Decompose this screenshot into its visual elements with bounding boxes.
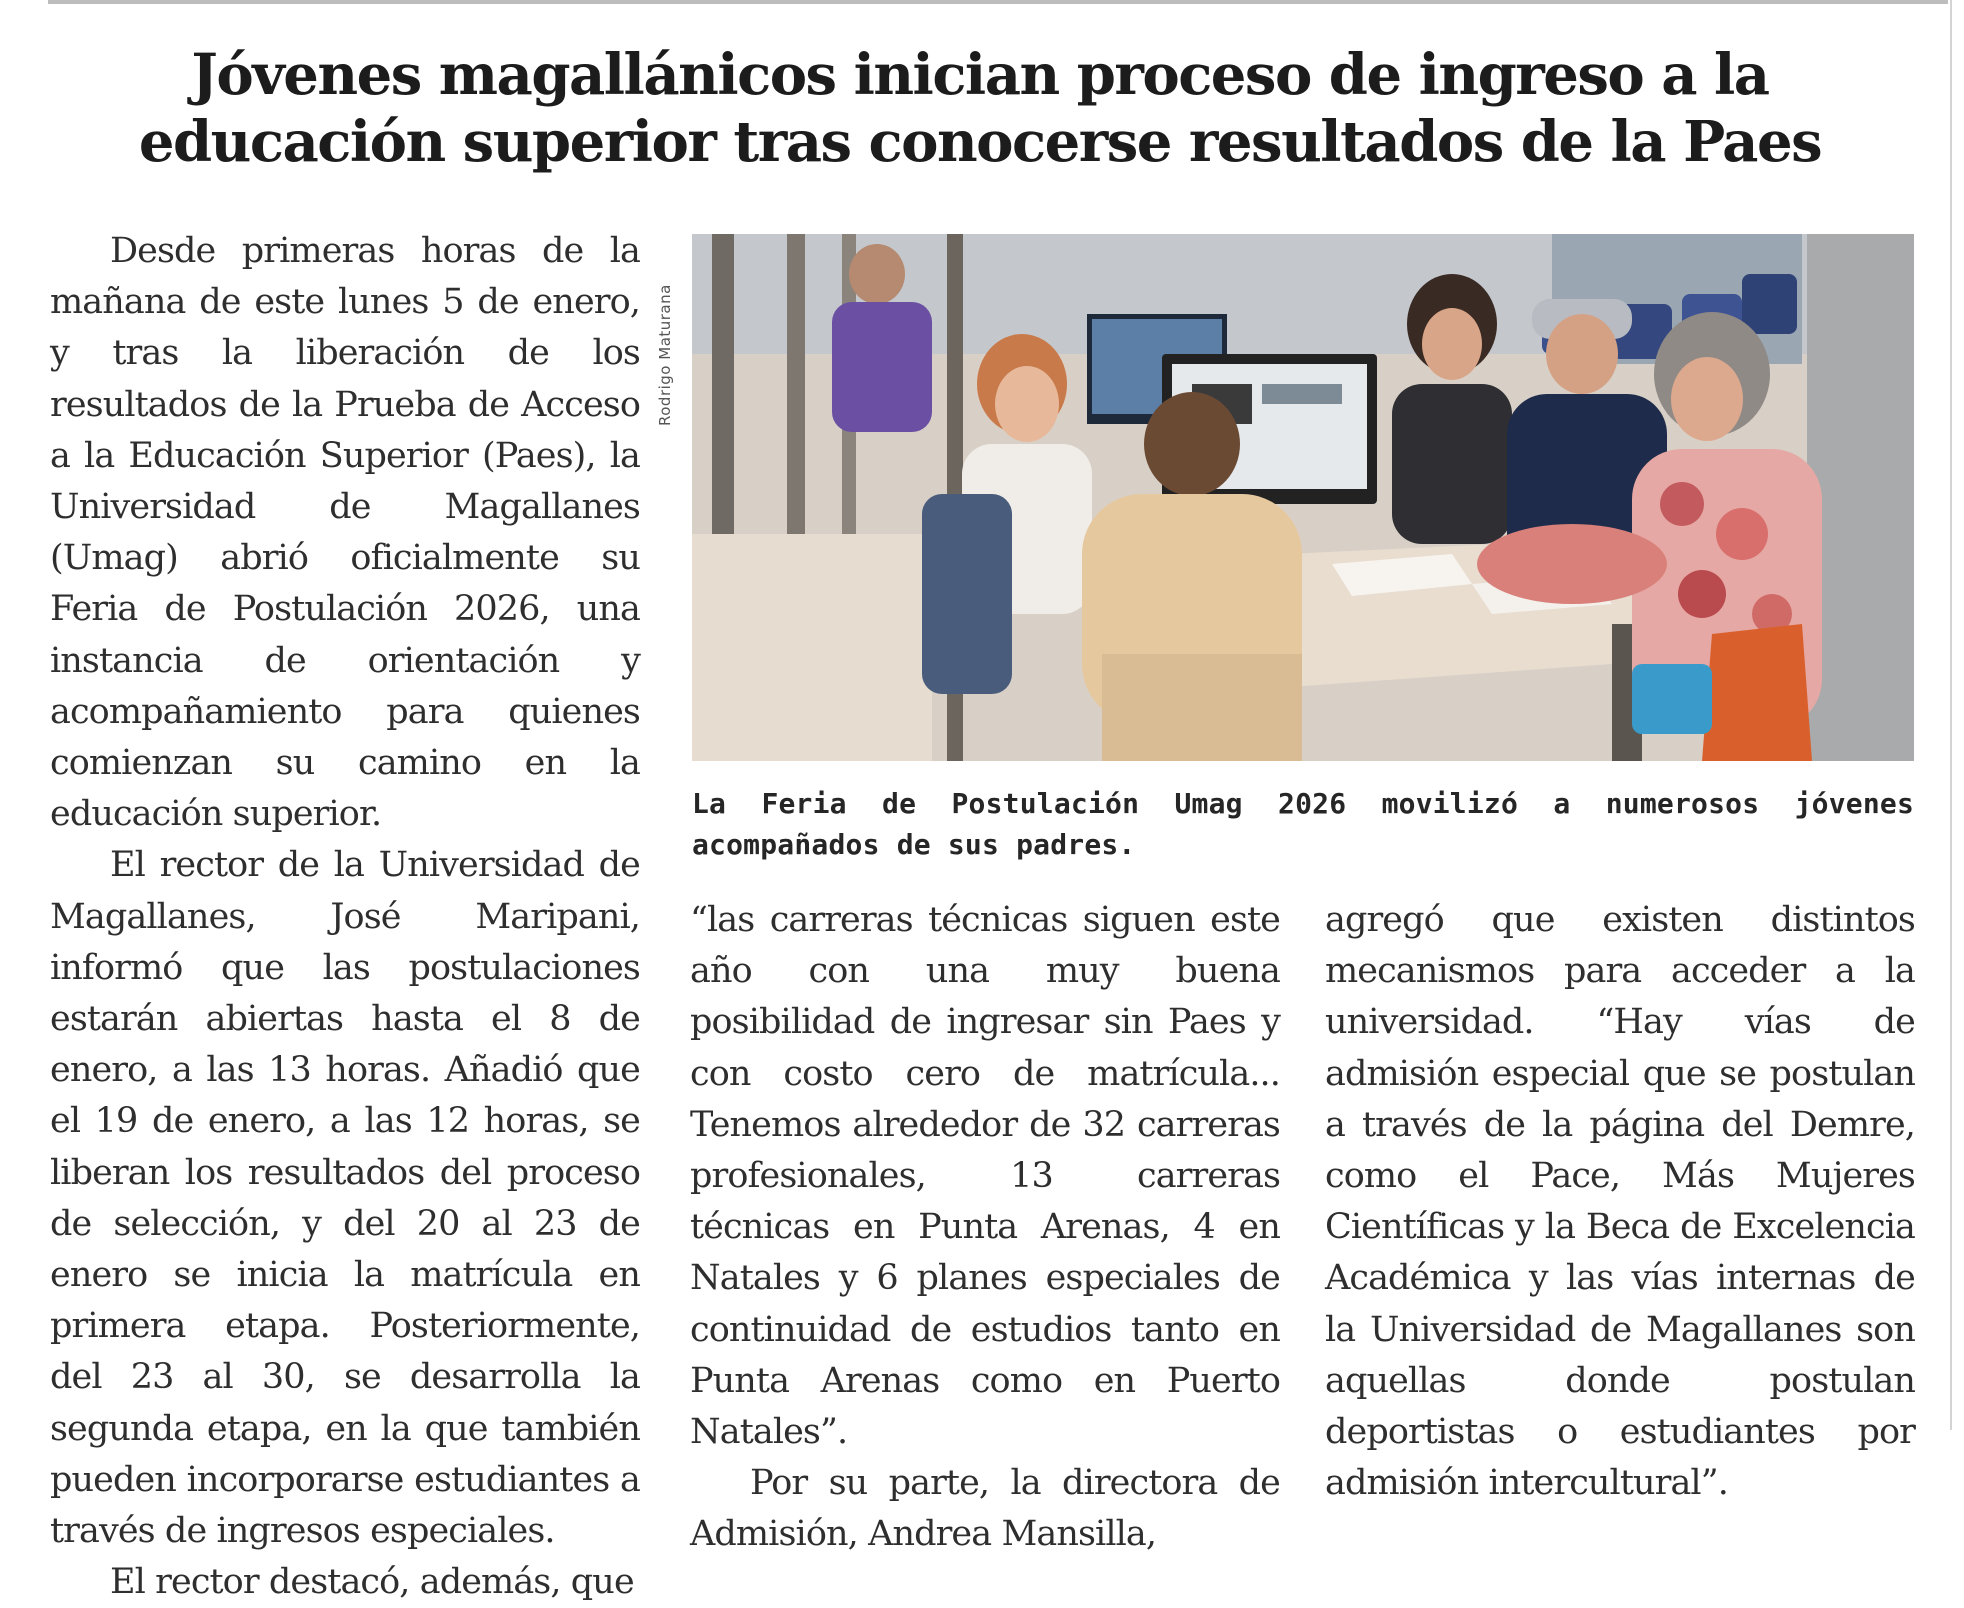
headline-line-1: Jóvenes magallánicos inician proceso de ingreso a la — [191, 42, 1769, 108]
paragraph-2: El rector de la Universidad de Magallanes, José Maripani, informó que las postulaciones estarán abiertas hasta el 8 de enero, a las 13 horas. Añadió que el 19 de enero, a las 12 horas, se liberan los resultados del proceso de selección, y del 20 al 23 de enero se inicia la matrícula en primera etapa. Posteriormente, del 23 al 30, se desarrolla la segunda etapa, en la que también pueden incorporarse estudiantes a través de ingresos especiales. — [50, 845, 640, 1552]
top-rule — [48, 0, 1948, 4]
paragraph-5: Por su parte, la directora de Admisión, Andrea Mansilla, — [690, 1463, 1280, 1555]
photo-caption: La Feria de Postulación Umag 2026 movilizó a numerosos jóvenes acompañados de sus padres. — [692, 787, 1914, 861]
headline-line-2: educación superior tras conocerse resultados de la Paes — [138, 109, 1822, 175]
paragraph-6: agregó que existen distintos mecanismos para acceder a la universidad. “Hay vías de admisión especial que se postulan a través de la página del Demre, como el Pace, Más Mujeres Científicas y la Beca de Excelencia Académica y las vías internas de la Universidad de Magallanes son aquellas donde postulan deportistas o estudiantes por admisión intercultural”. — [1325, 900, 1915, 1504]
headline — [120, 42, 1840, 176]
paragraph-4: “las carreras técnicas siguen este año con una muy buena posibilidad de ingresar sin Paes y con costo cero de matrícula... Tenemos alrededor de 32 carreras profesionales, 13 carreras técnicas en Punta Arenas, 4 en Natales y 6 planes especiales de continuidad de estudios tanto en Punta Arenas como en Puerto Natales”. — [690, 900, 1280, 1453]
photo-credit: Rodrigo Maturana — [656, 284, 674, 426]
text-column-2 — [690, 895, 1280, 1561]
right-rule — [1950, 0, 1952, 1430]
paragraph-1: Desde primeras horas de la mañana de este lunes 5 de enero, y tras la liberación de los resultados de la Prueba de Acceso a la Educación Superior (Paes), la Universidad de Magallanes (Umag) abrió oficialmente su Feria de Postulación 2026, una instancia de orientación y acompañamiento para quienes comienzan su camino en la educación superior. — [50, 231, 640, 835]
news-photo — [692, 234, 1914, 761]
text-column-1 — [50, 226, 640, 1608]
text-column-3 — [1325, 895, 1915, 1509]
paragraph-3: El rector destacó, además, que — [110, 1562, 634, 1603]
photo-illustration — [692, 234, 1914, 761]
